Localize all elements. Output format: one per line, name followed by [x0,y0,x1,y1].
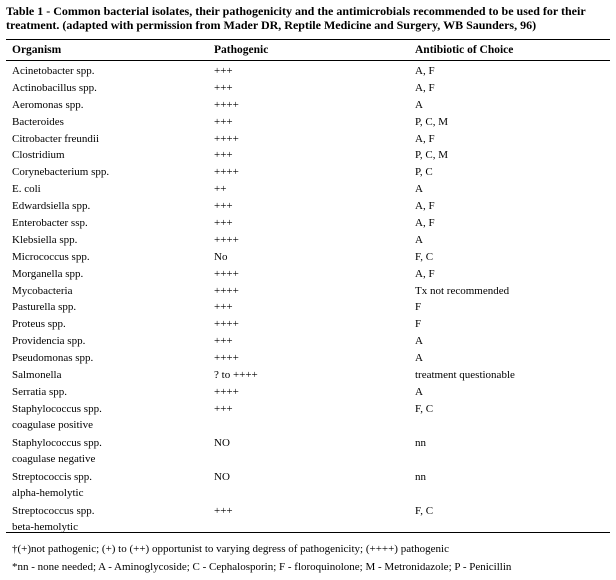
organism-cell: Corynebacterium spp. [12,166,110,179]
organism-cell: Clostridium [12,149,65,162]
header-top-rule [6,39,610,40]
organism-subtype: alpha-hemolytic [12,486,84,499]
antibiotic-cell: A, F [415,132,435,145]
organism-cell: Streptococcus spp. [12,504,95,517]
pathogenic-cell: +++ [214,504,233,517]
organism-cell: Providencia spp. [12,335,86,348]
organism-cell: Citrobacter freundii [12,132,100,145]
antibiotic-cell: F [415,318,422,331]
organism-cell: Aeromonas spp. [12,98,84,111]
header-bottom-rule [6,60,610,61]
pathogenic-cell: +++ [214,335,233,348]
antibiotic-cell: A [415,98,423,111]
organism-subtype: coagulase positive [12,418,93,431]
table-row [0,81,616,98]
antibiotic-cell: A [415,335,423,348]
pathogenic-cell: ++++ [214,352,239,365]
organism-cell: Pasturella spp. [12,301,77,314]
table-row [0,64,616,81]
organism-cell: Staphylococcus spp. [12,436,102,449]
table-row [0,402,616,436]
pathogenic-cell: No [214,250,228,263]
table-row [0,148,616,165]
organism-cell: Enterobacter ssp. [12,217,88,230]
antibiotic-cell: P, C, M [415,149,449,162]
organism-cell: E. coli [12,183,41,196]
organism-cell: Actinobacillus spp. [12,81,97,94]
antibiotic-cell: A, F [415,217,435,230]
antibiotic-cell: treatment questionable [415,369,515,382]
organism-cell: Salmonella [12,369,62,382]
organism-cell: Pseudomonas spp. [12,352,94,365]
table-bottom-rule [6,532,610,533]
table-row [0,470,616,504]
table-row [0,334,616,351]
table-row [0,436,616,470]
table-body [0,64,616,538]
pathogenic-cell: ++++ [214,233,239,246]
organism-cell: Streptococcis spp. [12,470,93,483]
pathogenic-cell: ++++ [214,166,239,179]
pathogenic-cell: ++++ [214,132,239,145]
organism-subtype: beta-hemolytic [12,520,78,533]
pathogenic-cell: +++ [214,149,233,162]
antibiotic-cell: nn [415,470,426,483]
antibiotic-cell: A [415,183,423,196]
table-row [0,199,616,216]
table-row [0,165,616,182]
organism-cell: Morganella spp. [12,267,84,280]
table-row [0,368,616,385]
organism-cell: Staphylococcus spp. [12,402,102,415]
organism-cell: Mycobacteria [12,284,73,297]
table-row [0,351,616,368]
footnote-abbreviations: *nn - none needed; A - Aminoglycoside; C - Cephalosporin; F - floroquinolone; M - Metronidazole; P - Penicillin [12,561,512,573]
table-row [0,216,616,233]
pathogenic-cell: +++ [214,217,233,230]
organism-cell: Micrococcus spp. [12,250,90,263]
organism-cell: Proteus spp. [12,318,66,331]
table-row [0,233,616,250]
organism-subtype: coagulase negative [12,452,96,465]
antibiotic-cell: F, C [415,250,434,263]
header-antibiotic: Antibiotic of Choice [415,44,514,56]
table-row [0,385,616,402]
antibiotic-cell: A, F [415,65,435,77]
antibiotic-cell: A [415,352,423,365]
pathogenic-cell: ++++ [214,385,239,398]
antibiotic-cell: F [415,301,422,314]
antibiotic-cell: P, C [415,166,433,179]
pathogenic-cell: +++ [214,402,233,415]
antibiotic-cell: F, C [415,504,434,517]
pathogenic-cell: +++ [214,65,233,77]
table-row [0,284,616,301]
pathogenic-cell: ++++ [214,98,239,111]
header-pathogenic: Pathogenic [214,44,269,56]
table-row [0,250,616,267]
antibiotic-cell: A [415,385,423,398]
pathogenic-cell: +++ [214,81,233,94]
pathogenic-cell: ? to ++++ [214,369,258,382]
antibiotic-cell: P, C, M [415,115,449,128]
organism-cell: Acinetobacter spp. [12,65,95,77]
organism-cell: Bacteroides [12,115,64,128]
table-row [0,132,616,149]
header-organism: Organism [12,44,62,56]
pathogenic-cell: +++ [214,301,233,314]
table-row [0,300,616,317]
organism-cell: Klebsiella spp. [12,233,78,246]
table-row [0,267,616,284]
organism-cell: Edwardsiella spp. [12,200,91,213]
antibiotic-cell: F, C [415,402,434,415]
footnote-pathogenicity: †(+)not pathogenic; (+) to (++) opportunist to varying degress of pathogenicity; (++++) pathogenic [12,543,449,555]
pathogenic-cell: NO [214,470,230,483]
pathogenic-cell: ++++ [214,284,239,297]
organism-cell: Serratia spp. [12,385,67,398]
pathogenic-cell: NO [214,436,230,449]
pathogenic-cell: ++++ [214,318,239,331]
pathogenic-cell: ++ [214,183,227,196]
table-row [0,98,616,115]
pathogenic-cell: +++ [214,115,233,128]
antibiotic-cell: Tx not recommended [415,284,510,297]
antibiotic-cell: A, F [415,267,435,280]
table-title: Table 1 - Common bacterial isolates, their pathogenicity and the antimicrobials recommended to be used for their treatment. (adapted with permission from Mader DR, Reptile Medicine and Surgery, WB Saunders, 96) [6,4,586,32]
pathogenic-cell: +++ [214,200,233,213]
table-row [0,115,616,132]
table-row [0,317,616,334]
antibiotic-cell: A [415,233,423,246]
antibiotic-cell: nn [415,436,426,449]
antibiotic-cell: A, F [415,81,435,94]
pathogenic-cell: ++++ [214,267,239,280]
antibiotic-cell: A, F [415,200,435,213]
table-row [0,182,616,199]
